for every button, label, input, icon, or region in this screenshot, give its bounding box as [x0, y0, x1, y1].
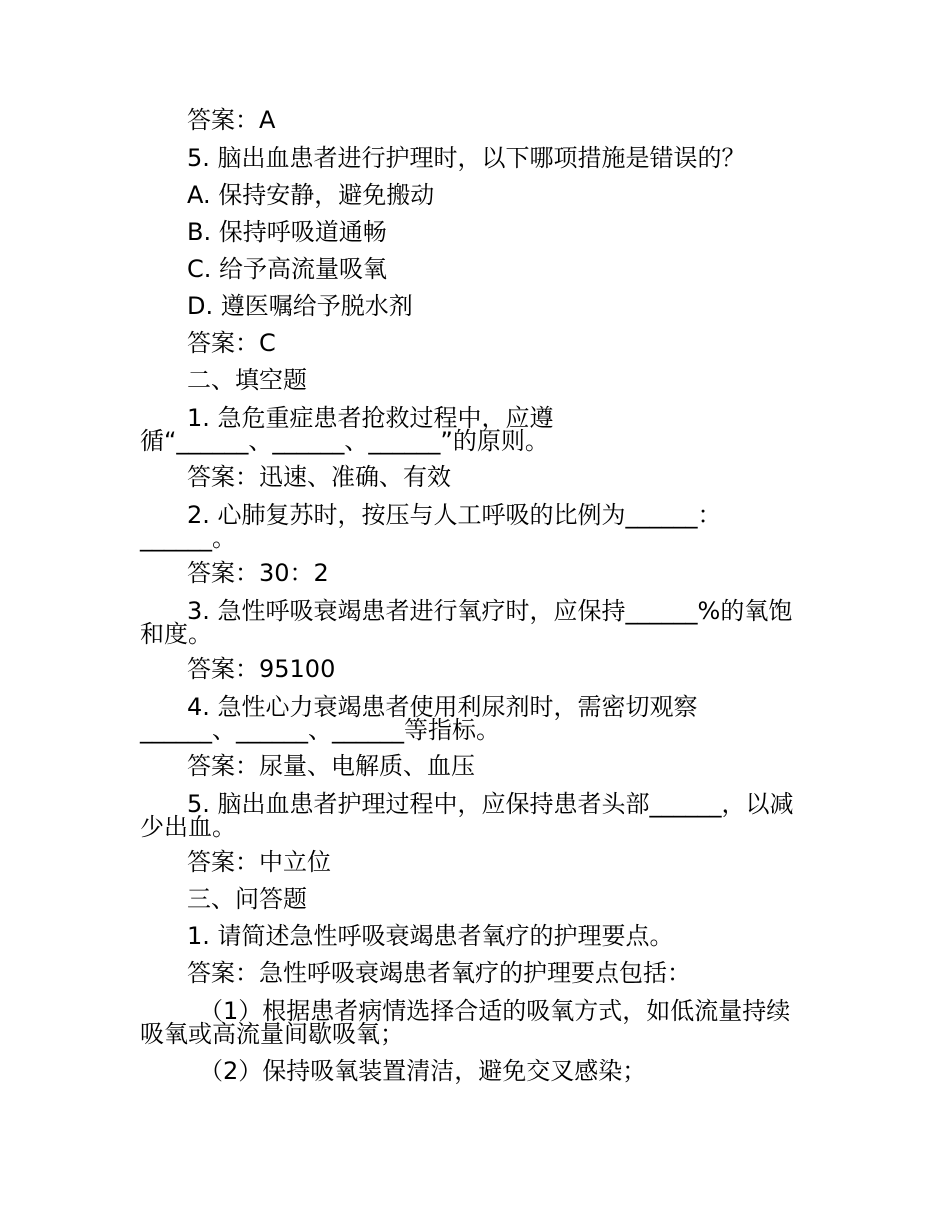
option-d: D. 遵医嘱给予脱水剂 — [187, 292, 413, 320]
section-heading: 二、填空题 — [187, 366, 307, 394]
question-text: 4. 急性心力衰竭患者使用利尿剂时，需密切观察 — [187, 693, 698, 721]
question-text: 3. 急性呼吸衰竭患者进行氧疗时，应保持______%的氧饱 — [187, 597, 793, 625]
option-c: C. 给予高流量吸氧 — [187, 255, 388, 283]
option-b: B. 保持呼吸道通畅 — [187, 218, 387, 246]
question-text-cont: ______、______、______等指标。 — [140, 716, 500, 744]
answer-point: （2）保持吸氧装置清洁，避免交叉感染； — [199, 1057, 647, 1085]
answer-line: 答案：中立位 — [187, 848, 331, 876]
question-text: 2. 心肺复苏时，按压与人工呼吸的比例为______： — [187, 501, 722, 529]
answer-line: 答案：尿量、电解质、血压 — [187, 752, 475, 780]
question-text: 1. 急危重症患者抢救过程中，应遵 — [187, 404, 554, 432]
question-text: 5. 脑出血患者护理过程中，应保持患者头部______，以减 — [187, 790, 794, 818]
answer-line: 答案：95100 — [187, 655, 336, 683]
question-text: 1. 请简述急性呼吸衰竭患者氧疗的护理要点。 — [187, 922, 674, 950]
answer-line: 答案：30：2 — [187, 559, 329, 587]
answer-line: 答案：急性呼吸衰竭患者氧疗的护理要点包括： — [187, 959, 691, 987]
answer-line: 答案：A — [187, 106, 276, 134]
question-text-cont: 和度。 — [140, 620, 212, 648]
question-text-cont: 循“______、______、______”的原则。 — [140, 427, 549, 455]
question-text: 5. 脑出血患者进行护理时，以下哪项措施是错误的？ — [187, 144, 746, 172]
answer-line: 答案：C — [187, 329, 276, 357]
answer-point: （1）根据患者病情选择合适的吸氧方式，如低流量持续 — [199, 997, 791, 1025]
option-a: A. 保持安静，避免搬动 — [187, 181, 435, 209]
section-heading: 三、问答题 — [187, 885, 307, 913]
answer-point-cont: 吸氧或高流量间歇吸氧； — [140, 1020, 404, 1048]
question-text-cont: ______。 — [140, 524, 236, 552]
question-text-cont: 少出血。 — [140, 813, 236, 841]
answer-line: 答案：迅速、准确、有效 — [187, 463, 451, 491]
